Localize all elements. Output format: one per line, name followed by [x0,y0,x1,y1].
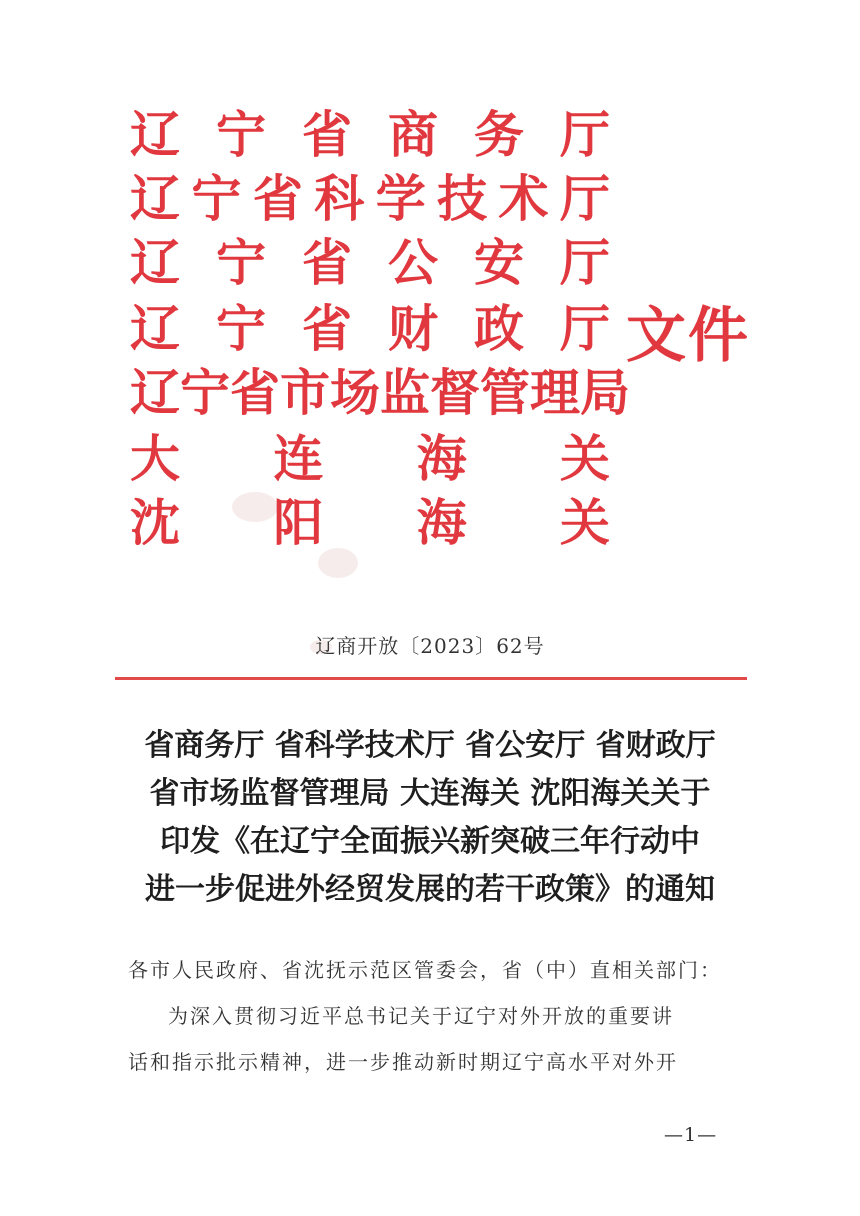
agency-char: 辽 [130,105,180,164]
agency-char: 关 [559,429,610,488]
agency-char: 连 [273,429,324,488]
agency-char: 厅 [560,299,610,358]
paragraph-line: 话和指示批示精神，进一步推动新时期辽宁高水平对外开 [128,1050,678,1074]
agency-char: 督 [430,363,480,422]
agency-char: 厅 [559,169,610,228]
agency-name [130,232,610,294]
agency-char: 学 [375,169,426,228]
agency-char: 省 [302,105,352,164]
title-line: 进一步促进外经贸发展的若干政策》的通知 [145,872,715,907]
title-line: 省商务厅 省科学技术厅 省公安厅 省财政厅 [144,728,716,763]
agency-char: 管 [480,363,530,422]
agency-char: 财 [388,299,438,358]
agency-char: 辽 [130,363,180,422]
agency-char: 省 [302,233,352,292]
agency-name [130,298,610,360]
agency-char: 省 [302,299,352,358]
agency-char: 科 [314,169,365,228]
agency-name [130,168,610,230]
agency-char: 大 [130,429,180,488]
agency-char: 术 [498,169,549,228]
agency-char: 宁 [180,363,230,422]
agency-char: 关 [559,493,610,552]
agency-char: 监 [380,363,430,422]
addressee: 各市人民政府、省沈抚示范区管委会，省（中）直相关部门： [128,958,722,982]
agency-name [130,492,610,554]
document-label: 文件 [626,301,750,371]
agency-char: 场 [330,363,380,422]
agency-char: 省 [252,169,303,228]
agency-char: 政 [474,299,524,358]
title-line: 印发《在辽宁全面振兴新突破三年行动中 [160,824,700,859]
agency-char: 宁 [216,299,266,358]
agency-char: 省 [230,363,280,422]
agency-char: 商 [388,105,438,164]
paragraph-line: 为深入贯彻习近平总书记关于辽宁对外开放的重要讲 [168,1004,674,1028]
agency-char: 务 [474,105,524,164]
agency-name [130,362,630,424]
agency-char: 沈 [130,493,180,552]
agency-char: 厅 [560,233,610,292]
agency-char: 公 [388,233,438,292]
agency-char: 阳 [273,493,324,552]
page-number: —1— [664,1124,718,1146]
agency-char: 宁 [216,105,266,164]
agency-char: 宁 [216,233,266,292]
agency-name [130,428,610,490]
agency-char: 辽 [130,169,180,228]
agency-char: 技 [437,169,488,228]
agency-char: 辽 [130,233,180,292]
agency-char: 海 [416,429,467,488]
agency-char: 海 [416,493,467,552]
agency-char: 理 [530,363,580,422]
title-line: 省市场监督管理局 大连海关 沈阳海关关于 [149,776,711,811]
red-separator-line [115,677,747,680]
agency-char: 市 [280,363,330,422]
agency-char: 厅 [560,105,610,164]
agency-char: 局 [580,363,630,422]
agency-char: 安 [474,233,524,292]
agency-char: 辽 [130,299,180,358]
agency-name [130,104,610,166]
document-number: 辽商开放〔2023〕62号 [315,634,545,658]
agency-char: 宁 [191,169,242,228]
